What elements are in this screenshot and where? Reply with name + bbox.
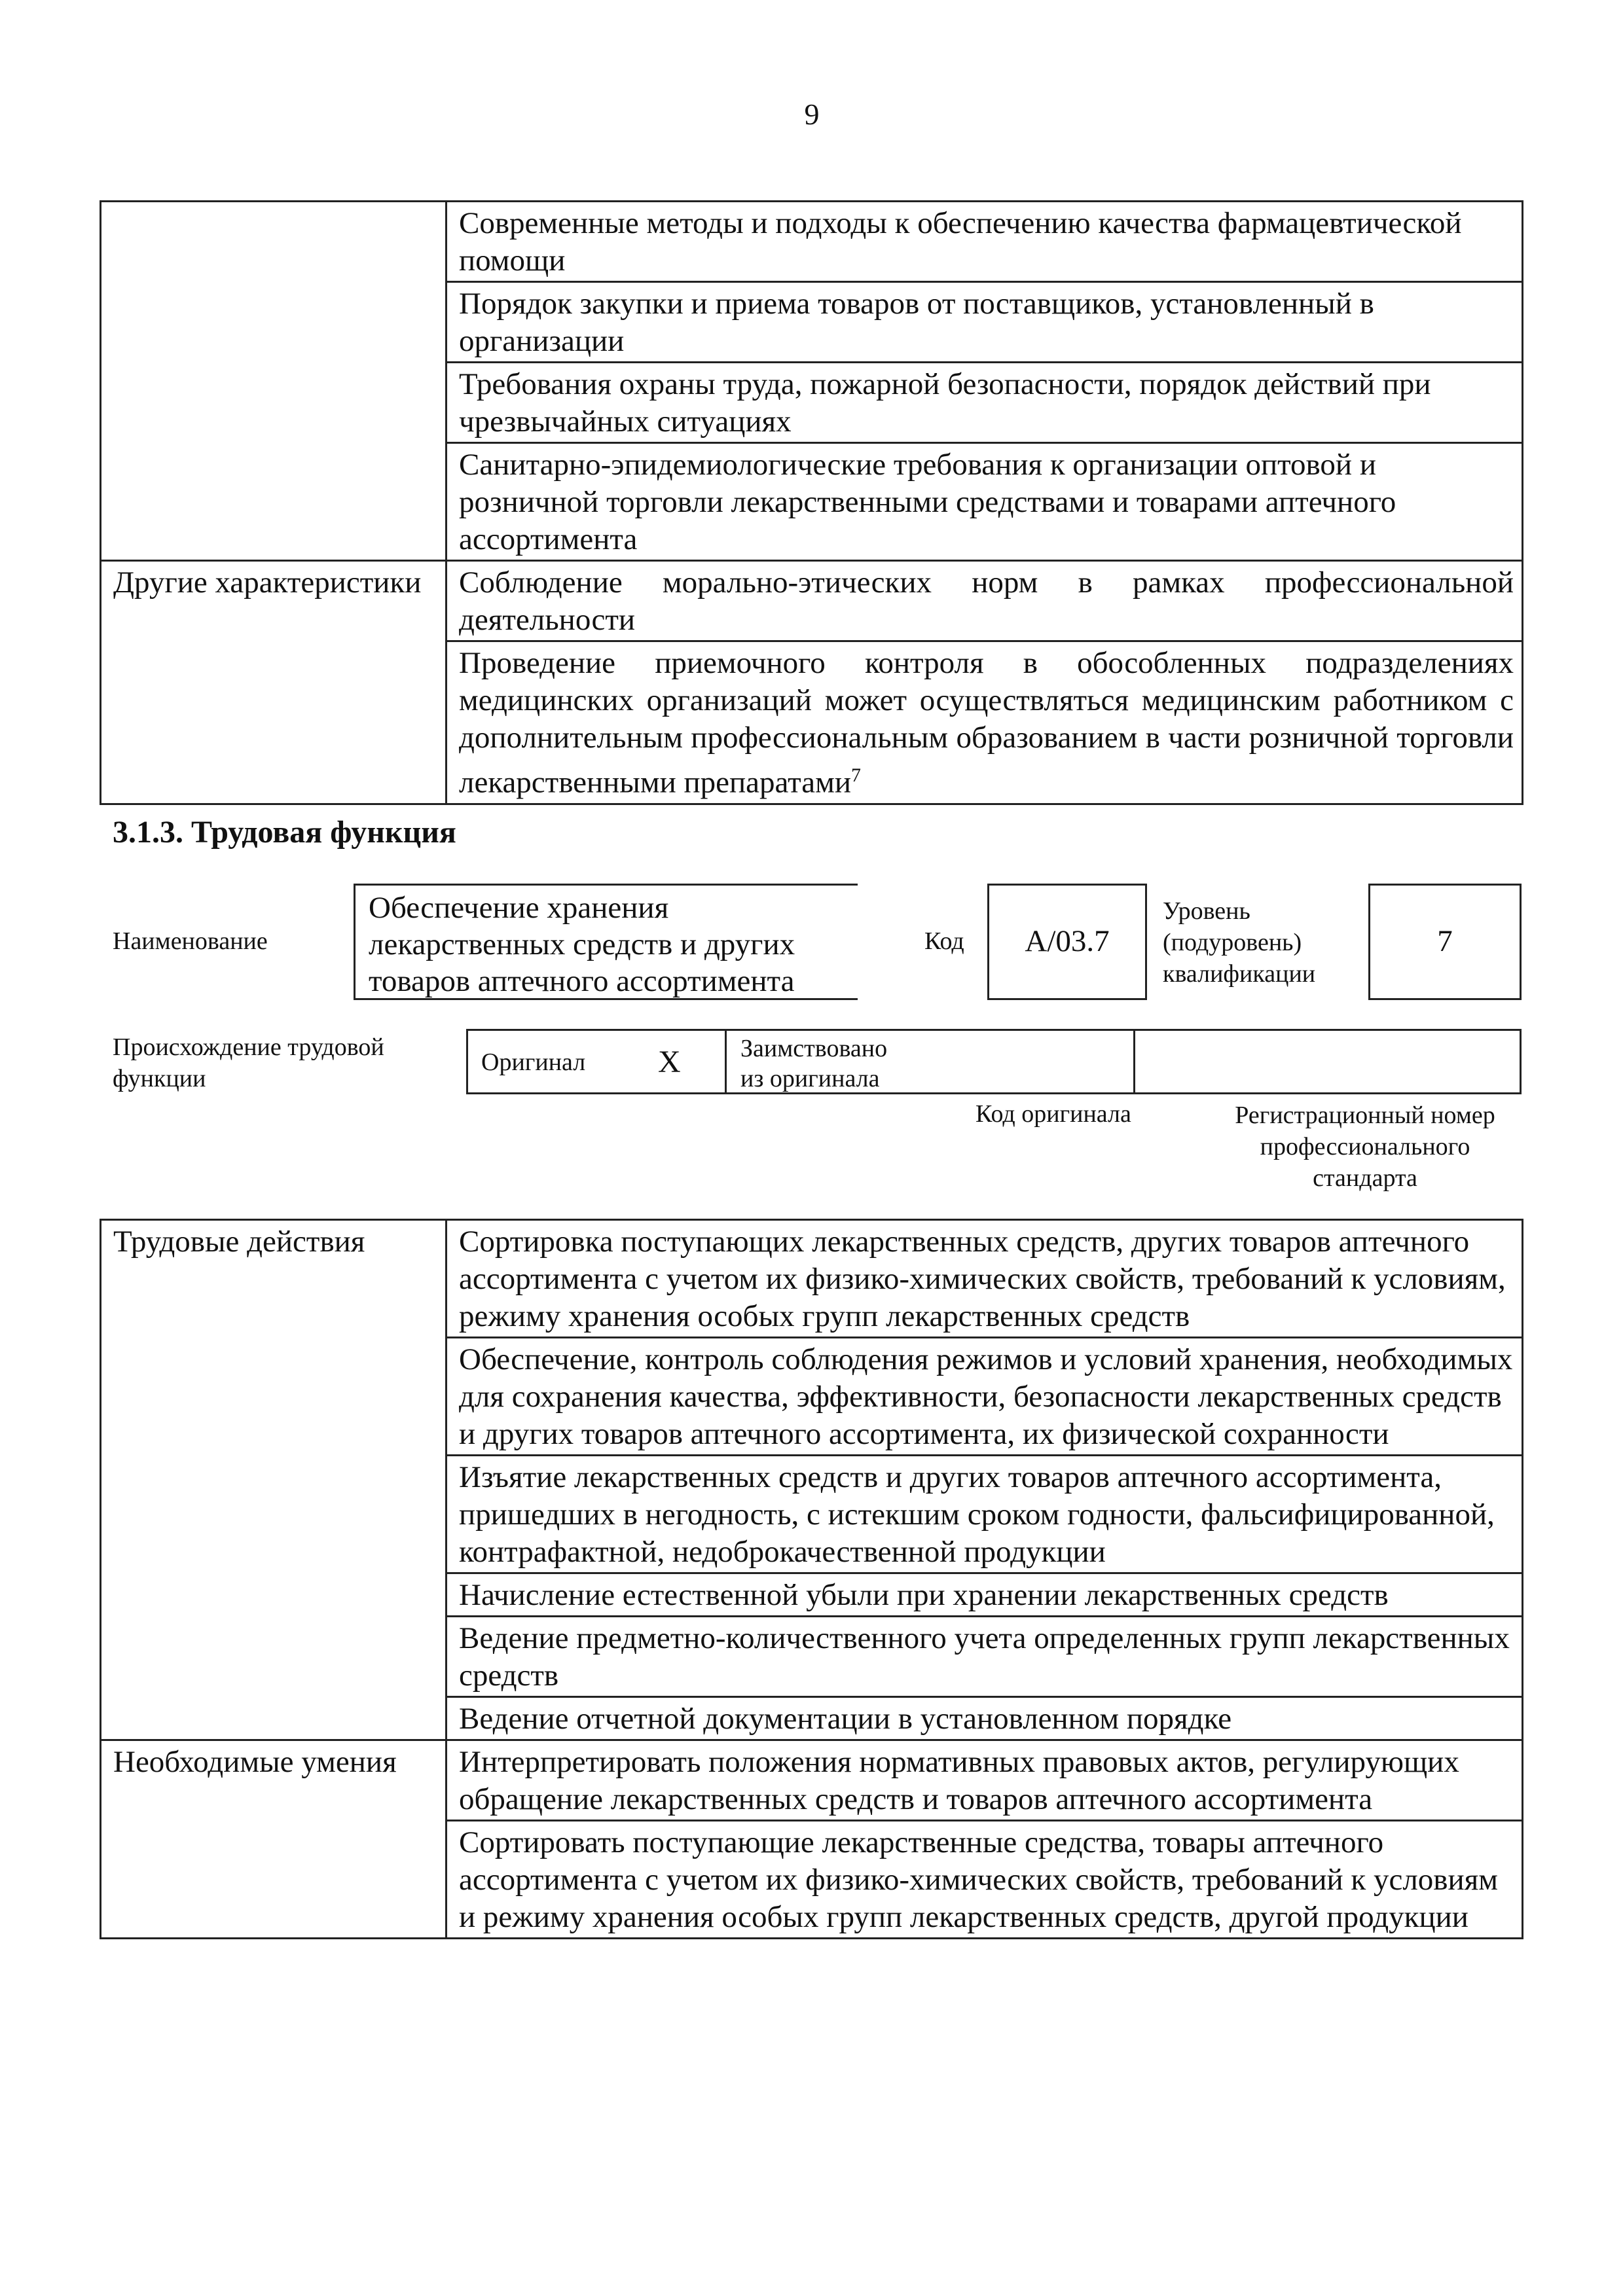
table-cell-with-footnote	[447, 641, 1523, 804]
level-label-line: Уровень	[1163, 897, 1250, 925]
table-cell: Порядок закупки и приема товаров от поставщиков, установленный в организации	[447, 282, 1523, 363]
origin-label	[113, 1031, 384, 1094]
original-checkmark: Х	[658, 1045, 681, 1079]
table-cell: Ведение отчетной документации в установленном порядке	[447, 1697, 1523, 1740]
table-cell: Требования охраны труда, пожарной безопасности, порядок действий при чрезвычайных ситуациях	[447, 363, 1523, 443]
table-cell: Сортировать поступающие лекарственные средства, товары аптечного ассортимента с учетом их физико-химических свойств, требований к условиям и режиму хранения особых групп лекарственных средств, другой продукции	[447, 1821, 1523, 1939]
level-label-line: (подуровень)	[1163, 929, 1302, 956]
labor-function-table	[100, 1219, 1523, 1939]
page-number: 9	[804, 98, 820, 131]
row-label-required-skills: Необходимые умения	[101, 1740, 447, 1939]
cell-text: Проведение приемочного контроля в обособленных подразделениях медицинских организаций может осуществляться медицинским работником с дополнительным профессиональным образованием в части розничной торговли лекарственными препаратами	[459, 646, 1514, 800]
knowledge-table	[100, 200, 1523, 805]
table-cell: Санитарно-эпидемиологические требования к организации оптовой и розничной торговли лекарственными средствами и товарами аптечного ассортимента	[447, 443, 1523, 561]
origin-label-line: функции	[113, 1065, 206, 1092]
divider	[1133, 1031, 1135, 1092]
footnote-mark: 7	[851, 764, 862, 786]
table-cell: Начисление естественной убыли при хранении лекарственных средств	[447, 1573, 1523, 1617]
reg-label-line: Регистрационный номер	[1235, 1102, 1495, 1129]
table-cell: Сортировка поступающих лекарственных средств, других товаров аптечного ассортимента с учетом их физико-химических свойств, требований к условиям, режиму хранения особых групп лекарственных средств	[447, 1220, 1523, 1338]
table-cell: Соблюдение морально-этических норм в рамках профессиональной деятельности	[447, 561, 1523, 641]
borrowed-label	[740, 1033, 887, 1094]
table-cell: Обеспечение, контроль соблюдения режимов и условий хранения, необходимых для сохранения качества, эффективности, безопасности лекарственных средств и других товаров аптечного ассортимента, их физической сохранности	[447, 1338, 1523, 1456]
borrowed-label-line: из оригинала	[740, 1065, 880, 1092]
origin-box	[466, 1029, 1522, 1094]
level-value-box: 7	[1368, 884, 1522, 1000]
table-cell: Изъятие лекарственных средств и других товаров аптечного ассортимента, пришедших в негодность, с истекшим сроком годности, фальсифицированной, контрафактной, недоброкачественной продукции	[447, 1456, 1523, 1573]
level-label	[1163, 895, 1315, 990]
row-label-labor-actions: Трудовые действия	[101, 1220, 447, 1740]
row-label-empty	[101, 202, 447, 561]
code-value-box: А/03.7	[987, 884, 1147, 1000]
original-code-label: Код оригинала	[976, 1100, 1131, 1128]
reg-label-line: стандарта	[1313, 1164, 1417, 1192]
divider	[725, 1031, 727, 1092]
original-label: Оригинал	[481, 1049, 586, 1076]
level-label-line: квалификации	[1163, 960, 1316, 988]
table-cell: Ведение предметно-количественного учета определенных групп лекарственных средств	[447, 1617, 1523, 1697]
registration-number-label	[1211, 1100, 1519, 1194]
origin-label-line: Происхождение трудовой	[113, 1033, 384, 1061]
row-label-other-characteristics: Другие характеристики	[101, 561, 447, 804]
function-name-box: Обеспечение хранения лекарственных средств и других товаров аптечного ассортимента	[354, 884, 858, 1000]
section-title: 3.1.3. Трудовая функция	[113, 815, 456, 850]
reg-label-line: профессионального	[1260, 1133, 1470, 1160]
borrowed-label-line: Заимствовано	[740, 1035, 888, 1062]
table-cell: Интерпретировать положения нормативных правовых актов, регулирующих обращение лекарственных средств и товаров аптечного ассортимента	[447, 1740, 1523, 1821]
code-label: Код	[924, 927, 964, 955]
name-label: Наименование	[113, 927, 268, 955]
table-cell: Современные методы и подходы к обеспечению качества фармацевтической помощи	[447, 202, 1523, 282]
